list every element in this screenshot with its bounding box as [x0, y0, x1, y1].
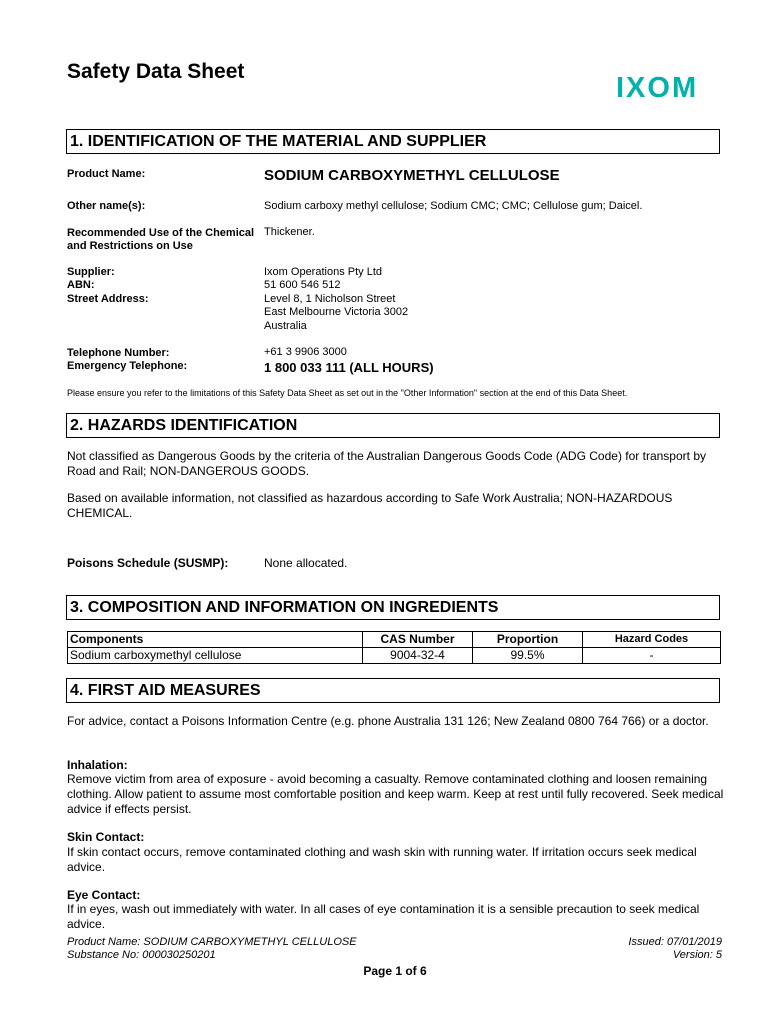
column-cas-number: CAS Number: [363, 632, 473, 648]
recommended-use-value: Thickener.: [264, 226, 315, 238]
emergency-telephone-label: Emergency Telephone:: [67, 360, 188, 372]
supplier-value: Ixom Operations Pty Ltd: [264, 266, 382, 278]
address-line-1: Level 8, 1 Nicholson Street: [264, 293, 396, 305]
eye-contact-label: Eye Contact:: [67, 888, 141, 902]
abn-label: ABN:: [67, 279, 95, 291]
composition-table: [67, 631, 721, 664]
eye-contact-text: If in eyes, wash out immediately with water. In all cases of eye contamination it is a sensible precaution to seek medical advice.: [67, 902, 700, 931]
component-name: Sodium carboxymethyl cellulose: [68, 648, 363, 664]
ixom-logo: IXOM: [616, 72, 699, 104]
section-4-heading: 4. FIRST AID MEASURES: [66, 678, 720, 703]
product-name-label: Product Name:: [67, 168, 146, 180]
product-name-value: SODIUM CARBOXYMETHYL CELLULOSE: [264, 167, 560, 184]
telephone-label: Telephone Number:: [67, 347, 170, 359]
proportion: 99.5%: [473, 648, 583, 664]
skin-contact-label: Skin Contact:: [67, 830, 145, 844]
abn-value: 51 600 546 512: [264, 279, 341, 291]
other-names-label: Other name(s):: [67, 200, 146, 212]
document-title: Safety Data Sheet: [67, 60, 245, 83]
poisons-schedule-value: None allocated.: [264, 556, 348, 570]
section-2-heading: 2. HAZARDS IDENTIFICATION: [66, 413, 720, 438]
page-number: Page 1 of 6: [363, 964, 427, 978]
footer-substance-number: Substance No: 000030250201: [67, 949, 216, 961]
footer-version: Version: 5: [672, 949, 722, 961]
hazardous-classification-paragraph: Based on available information, not classified as hazardous according to Safe Work Australia; NON-HAZARDOUS CHEMICAL.: [67, 491, 673, 520]
supplier-label: Supplier:: [67, 266, 115, 278]
table-row: [68, 648, 721, 664]
skin-contact-text: If skin contact occurs, remove contaminated clothing and wash skin with running water. If irritation occurs seek medical advice.: [67, 845, 697, 874]
address-line-2: East Melbourne Victoria 3002: [264, 306, 409, 318]
footer-product-name: Product Name: SODIUM CARBOXYMETHYL CELLULOSE: [67, 936, 357, 948]
composition-table-header: [68, 632, 721, 648]
section-3-heading: 3. COMPOSITION AND INFORMATION ON INGREDIENTS: [66, 595, 720, 620]
poisons-schedule-label: Poisons Schedule (SUSMP):: [67, 556, 229, 570]
street-address-label: Street Address:: [67, 293, 149, 305]
inhalation-text: Remove victim from area of exposure - avoid becoming a casualty. Remove contaminated clothing and loosen remaining clothing. Allow patient to assume most comfortable position and keep warm. Keep at rest until fully recovered. Seek medical advice if effects persist.: [67, 772, 724, 816]
other-names-value: Sodium carboxy methyl cellulose; Sodium CMC; CMC; Cellulose gum; Daicel.: [264, 200, 643, 212]
telephone-value: +61 3 9906 3000: [264, 346, 347, 358]
limitations-note: Please ensure you refer to the limitations of this Safety Data Sheet as set out in the "Other Information" section at the end of this Data Sheet.: [67, 388, 628, 398]
column-hazard-codes: Hazard Codes: [583, 632, 721, 648]
column-components: Components: [68, 632, 363, 648]
recommended-use-label-line-1: Recommended Use of the Chemical: [67, 227, 255, 239]
hazard-codes: -: [583, 648, 721, 664]
recommended-use-label-line-2: and Restrictions on Use: [67, 240, 193, 252]
column-proportion: Proportion: [473, 632, 583, 648]
address-line-3: Australia: [264, 320, 307, 332]
first-aid-intro: For advice, contact a Poisons Information Centre (e.g. phone Australia 131 126; New Zealand 0800 764 766) or a doctor.: [67, 714, 709, 728]
footer-issued-date: Issued: 07/01/2019: [628, 936, 722, 948]
dangerous-goods-paragraph: Not classified as Dangerous Goods by the criteria of the Australian Dangerous Goods Code (ADG Code) for transport by Road and Rail; NON-DANGEROUS GOODS.: [67, 449, 706, 478]
emergency-telephone-value: 1 800 033 111 (ALL HOURS): [264, 360, 434, 375]
cas-number: 9004-32-4: [363, 648, 473, 664]
section-1-heading: 1. IDENTIFICATION OF THE MATERIAL AND SUPPLIER: [66, 129, 720, 154]
inhalation-label: Inhalation:: [67, 758, 128, 772]
